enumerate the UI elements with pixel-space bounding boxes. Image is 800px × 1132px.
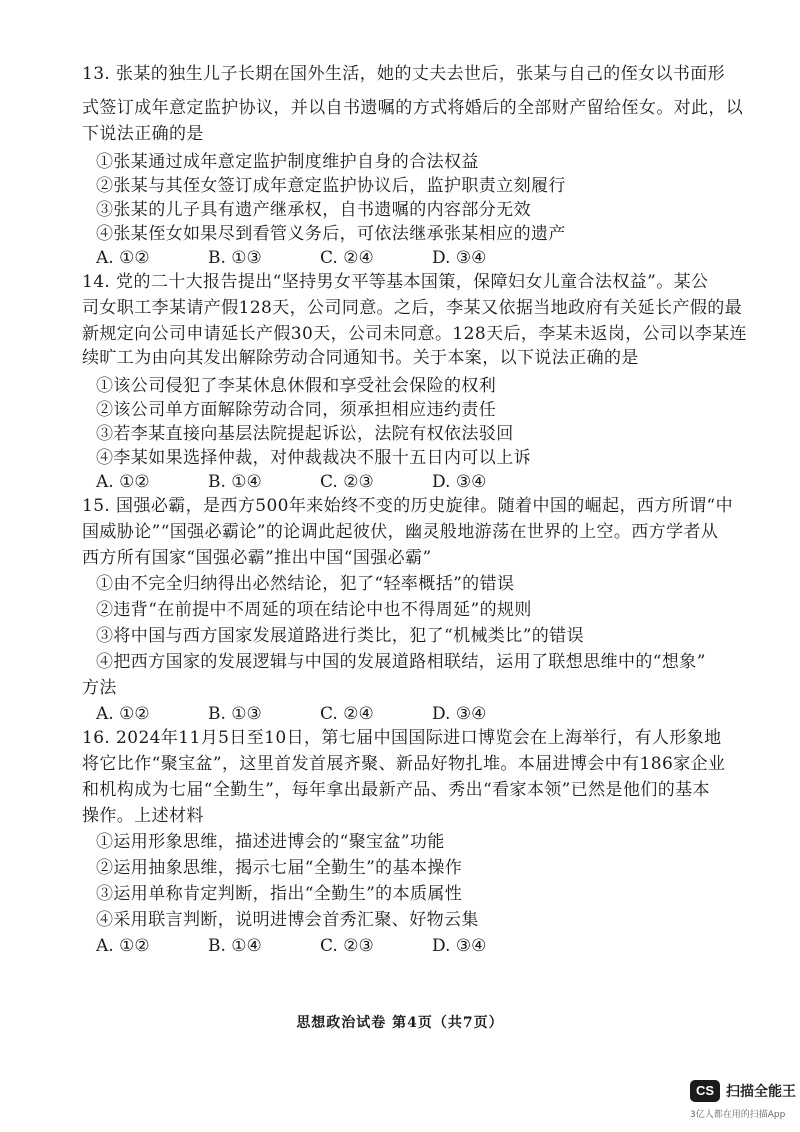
- camscanner-logo-icon: CS: [690, 1080, 720, 1102]
- choice-d: D. ③④: [432, 936, 487, 956]
- option-statement: ①张某通过成年意定监护制度维护自身的合法权益: [96, 152, 479, 172]
- choice-a: A. ①②: [96, 704, 150, 724]
- choice-c: C. ②③: [320, 936, 374, 956]
- choice-a: A. ①②: [96, 936, 150, 956]
- page-footer: 思想政治试卷 第4页（共7页）: [296, 1015, 504, 1031]
- option-statement: ④张某侄女如果尽到看管义务后，可依法继承张某相应的遗产: [96, 224, 566, 244]
- choice-d: D. ③④: [432, 248, 487, 268]
- option-statement: ④李某如果选择仲裁，对仲裁裁决不服十五日内可以上诉: [96, 448, 531, 468]
- choice-b: B. ①④: [208, 936, 262, 956]
- question-stem-line: 式签订成年意定监护协议，并以自书遗嘱的方式将婚后的全部财产留给侄女。对此，以: [82, 98, 744, 118]
- choice-d: D. ③④: [432, 704, 487, 724]
- question-stem-line: 西方所有国家“国强必霸”推出中国“国强必霸”: [82, 548, 432, 568]
- question-stem-line: 13. 张某的独生儿子长期在国外生活，她的丈夫去世后，张某与自己的侄女以书面形: [82, 64, 726, 84]
- question-stem-line: 下说法正确的是: [82, 124, 204, 144]
- question-stem-line: 16. 2024年11月5日至10日，第七届中国国际进口博览会在上海举行，有人形象地: [82, 728, 722, 748]
- choice-b: B. ①③: [208, 704, 262, 724]
- watermark-tagline: 3亿人都在用的扫描App: [690, 1110, 786, 1120]
- option-statement: ①该公司侵犯了李某休息休假和享受社会保险的权利: [96, 376, 497, 396]
- question-stem-line: 新规定向公司申请延长产假30天，公司未同意。128天后，李某未返岗，公司以李某连: [82, 324, 748, 344]
- choice-d: D. ③④: [432, 472, 487, 492]
- option-statement: ①由不完全归纳得出必然结论，犯了“轻率概括”的错误: [96, 574, 515, 594]
- choice-a: A. ①②: [96, 472, 150, 492]
- question-stem-line: 和机构成为七届“全勤生”，每年拿出最新产品、秀出“看家本领”已然是他们的基本: [82, 780, 710, 800]
- option-statement: ③运用单称肯定判断，指出“全勤生”的本质属性: [96, 884, 463, 904]
- option-statement: ②该公司单方面解除劳动合同，须承担相应违约责任: [96, 400, 497, 420]
- question-stem-line: 15. 国强必霸，是西方500年来始终不变的历史旋律。随着中国的崛起，西方所谓“中: [82, 496, 733, 516]
- option-statement: ③张某的儿子具有遗产继承权，自书遗嘱的内容部分无效: [96, 200, 531, 220]
- question-stem-line: 操作。上述材料: [82, 806, 204, 826]
- option-statement: ①运用形象思维，描述进博会的“聚宝盆”功能: [96, 832, 445, 852]
- watermark-app-name: 扫描全能王: [726, 1084, 796, 1100]
- option-statement: ③若李某直接向基层法院提起诉讼，法院有权依法驳回: [96, 424, 514, 444]
- question-stem-line: 司女职工李某请产假128天，公司同意。之后，李某又依据当地政府有关延长产假的最: [82, 298, 743, 318]
- question-stem-line: 14. 党的二十大报告提出“坚持男女平等基本国策，保障妇女儿童合法权益”。某公: [82, 272, 709, 292]
- question-stem-line: 续旷工为由向其发出解除劳动合同通知书。关于本案，以下说法正确的是: [82, 348, 639, 368]
- option-statement: ③将中国与西方国家发展道路进行类比，犯了“机械类比”的错误: [96, 626, 584, 646]
- option-statement: ②张某与其侄女签订成年意定监护协议后，监护职责立刻履行: [96, 176, 566, 196]
- option-statement: ④采用联言判断，说明进博会首秀汇聚、好物云集: [96, 910, 479, 930]
- question-stem-line: 将它比作“聚宝盆”，这里首发首展齐聚、新品好物扎堆。本届进博会中有186家企业: [82, 754, 726, 774]
- choice-b: B. ①④: [208, 472, 262, 492]
- option-statement: ④把西方国家的发展逻辑与中国的发展道路相联结，运用了联想思维中的“想象”: [96, 652, 706, 672]
- question-stem-line: 国威胁论”“国强必霸论”的论调此起彼伏，幽灵般地游荡在世界的上空。西方学者从: [82, 522, 719, 542]
- option-statement-tail: 方法: [82, 678, 117, 698]
- option-statement: ②违背“在前提中不周延的项在结论中也不得周延”的规则: [96, 600, 532, 620]
- choice-a: A. ①②: [96, 248, 150, 268]
- choice-c: C. ②④: [320, 704, 374, 724]
- choice-c: C. ②④: [320, 248, 374, 268]
- option-statement: ②运用抽象思维，揭示七届“全勤生”的基本操作: [96, 858, 463, 878]
- choice-b: B. ①③: [208, 248, 262, 268]
- choice-c: C. ②③: [320, 472, 374, 492]
